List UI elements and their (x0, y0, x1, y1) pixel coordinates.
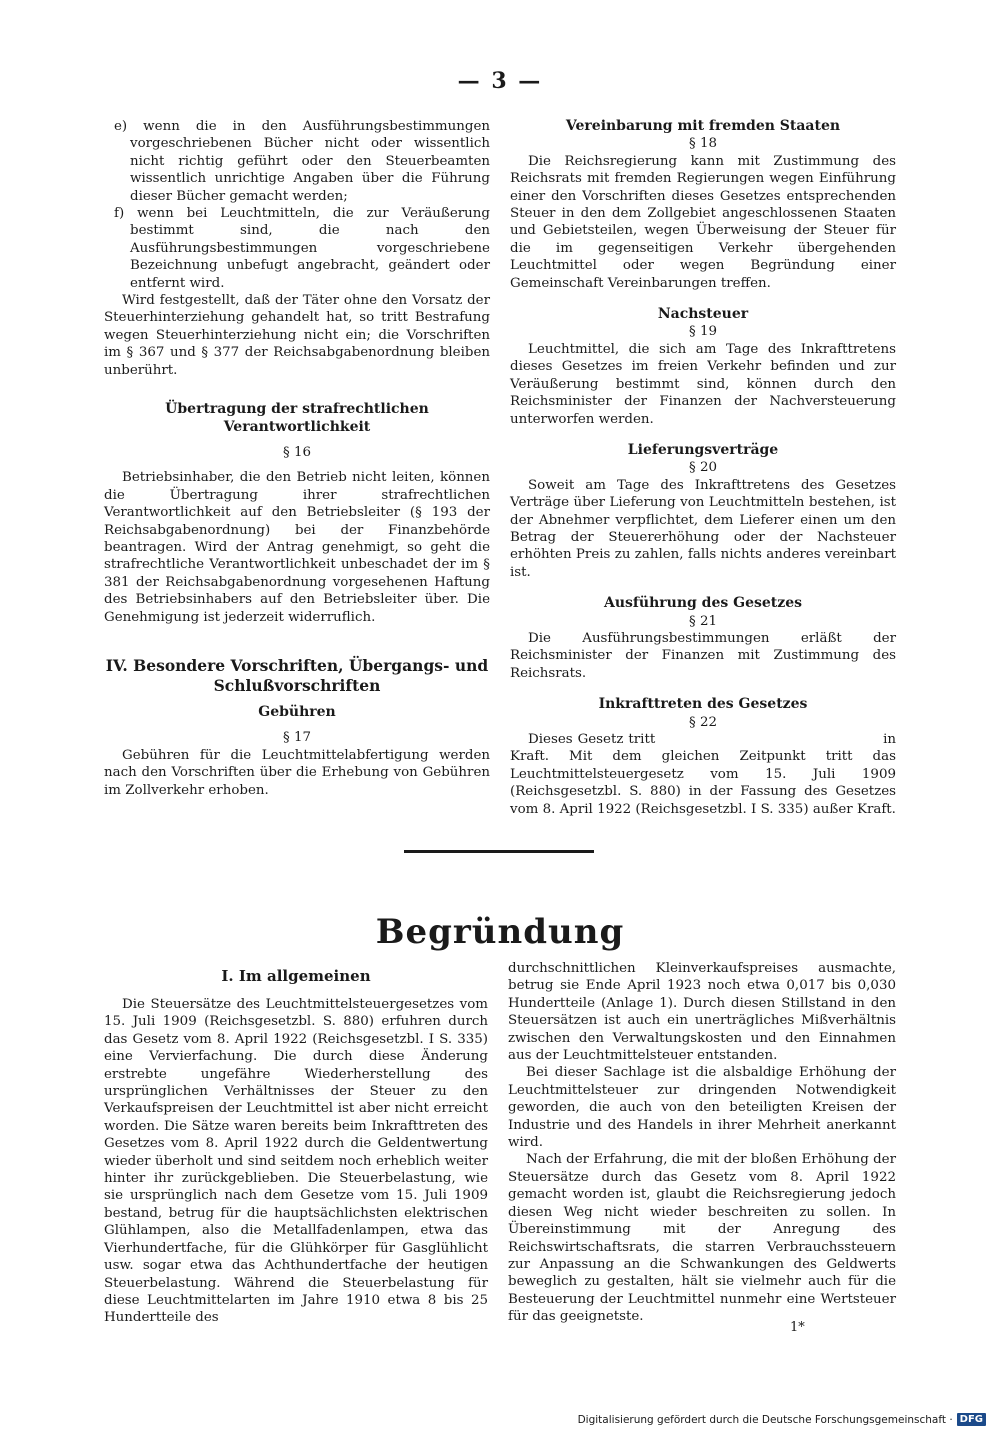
begruendung-right-column (508, 960, 896, 1326)
heading-part-iv-line1: IV. Besondere Vorschriften, Übergangs- und (105, 655, 489, 675)
paragraph-16: Betriebsinhaber, die den Betrieb nicht leiten, können die Übertragung ihrer strafrechtlichen Verantwortlichkeit auf den Betriebsleiter (§ 193 der Reichsabgabenordnung) bei der Finanzbehörde beantragen. Wird der Antrag genehmigt, so geht die strafrechtliche Verantwortlichkeit unbeschadet der im § 381 der Reichsabgabenordnung vorgesehenen Haftung des Betriebsinhabers auf den Betriebsleiter über. Die Genehmigung ist jederzeit widerruflich. (104, 470, 490, 625)
heading-section-21: Ausführung des Gesetzes (603, 595, 802, 612)
paragraph-19: Leuchtmittel, die sich am Tage des Inkrafttretens dieses Gesetzes im freien Verkehr befinden und zur Veräußerung bestimmt sind, können durch den Reichsminister der Finanzen der Nachversteuerung unterworfen werden. (510, 341, 896, 427)
paragraph-17: Gebühren für die Leuchtmittelabfertigung werden nach den Vorschriften über die Erhebung von Gebühren im Zollverkehr erhoben. (104, 747, 490, 798)
list-item-e: e) wenn die in den Ausführungsbestimmungen vorgeschriebenen Bücher nicht oder wissentlich nicht richtig geführt oder den Steuerbeamten wissentlich unrichtige Angaben über die Führung dieser Bücher gemacht werden; (114, 119, 490, 204)
heading-section-16: Übertragung der strafrechtlichen Verantwortlichkeit (165, 401, 429, 435)
section-number-20: § 20 (689, 460, 717, 476)
page-number: — 3 — (457, 68, 543, 94)
section-number-21: § 21 (689, 613, 717, 629)
footer (578, 1413, 986, 1426)
paragraph-18: Die Reichsregierung kann mit Zustimmung des Reichsrats mit fremden Regierungen wegen Einführung einer den Vorschriften dieses Gesetzes entsprechenden Steuer in den dem Zollgebiet angeschlossenen Staaten und Gebietsteilen, wegen Überweisung der Steuer für die im gegenseitigen Verkehr übergehenden Leuchtmittel oder wegen Begründung einer Gemeinschaft Vereinbarungen treffen. (510, 153, 896, 291)
heading-section-20: Lieferungsverträge (627, 441, 779, 458)
section-number-18: § 18 (689, 136, 717, 152)
section-number-19: § 19 (689, 324, 717, 340)
signature-mark: 1* (790, 1320, 805, 1335)
heading-part-iv-line2: Schlußvorschriften (213, 675, 381, 695)
heading-section-18: Vereinbarung mit fremden Staaten (565, 118, 841, 134)
right-column (510, 118, 901, 818)
paragraph-wird: Wird festgestellt, daß der Täter ohne den Vorsatz der Steuerhinterziehung gehandelt hat, so tritt Bestrafung wegen Steuerhinterziehung nicht ein; die Vorschriften im § 367 und § 377 der Reichsabgabenordnung bleiben unberührt. (104, 293, 490, 378)
section-number-22: § 22 (689, 714, 717, 730)
section-number-17: § 17 (283, 730, 311, 746)
section-number-16: § 16 (283, 444, 311, 460)
begruendung-paragraph-1: Die Steuersätze des Leuchtmittelsteuergesetzes vom 15. Juli 1909 (Reichsgesetzbl. S. 880) erfuhren durch das Gesetz vom 8. April 1922 (Reichsgesetzbl. I S. 335) eine Vervierfachung. Die durch diese Änderung erstrebte ungefähre Wiederherstellung des ursprünglichen Verhältnisses der Steuer zu den Verkaufspreisen der Leuchtmittel ist aber nicht erreicht worden. Die Sätze waren bereits beim Inkrafttreten des Gesetzes vom 8. April 1922 durch die Geldentwertung wieder überholt und sind seitdem noch erheblich weiter hinter ihr zurückgeblieben. Die Steuerbelastung, wie sie ursprünglich nach dem Gesetze vom 15. Juli 1909 bestand, betrug für die hauptsächlichsten elektrischen Glühlampen, also die Metallfadenlampen, etwa das Vierhundertfache, für die Glühkörper für Gasglühlicht usw. sogar etwa das Achthundertfache der heutigen Steuerbelastung. Während die Steuerbelastung für diese Leuchtmittelarten im Jahre 1910 etwa 8 bis 25 Hundertteile des (104, 997, 488, 1326)
dfg-logo-icon: DFG (957, 1413, 986, 1426)
begruendung-title: Begründung (375, 912, 625, 952)
heading-section-19: Nachsteuer (657, 306, 749, 323)
section-divider (404, 850, 594, 853)
footer-text: Digitalisierung gefördert durch die Deutsche Forschungsgemeinschaft · (577, 1413, 953, 1426)
begruendung-paragraph-3: Nach der Erfahrung, die mit der bloßen Erhöhung der Steuersätze durch das Gesetz vom 8. April 1922 gemacht worden ist, glaubt die Reichsregierung jedoch diesen Weg nicht wieder beschreiten zu sollen. In Übereinstimmung mit der Anregung des Reichswirtschaftsrats, die starren Verbrauchssteuern zur Anpassung an die Schwankungen des Geldwerts beweglich zu gestalten, hält sie vielmehr auch für die Besteuerung der Leuchtmittel nunmehr eine Wertsteuer für das geeignetste. (508, 1152, 896, 1325)
paragraph-22: Dieses Gesetz tritt in Kraft. Mit dem gleichen Zeitpunkt tritt das Leuchtmittelsteuergesetz vom 15. Juli 1909 (Reichsgesetzbl. S. 880) in der Fassung des Gesetzes vom 8. April 1922 (Reichsgesetzbl. I S. 335) außer Kraft. (510, 732, 901, 817)
begruendung-heading-wrap (104, 968, 488, 985)
paragraph-21: Die Ausführungsbestimmungen erläßt der Reichsminister der Finanzen mit Zustimmung des Reichsrats. (510, 630, 896, 681)
paragraph-20: Soweit am Tage des Inkrafttretens des Gesetzes Verträge über Lieferung von Leuchtmitteln bestehen, ist der Abnehmer verpflichtet, dem Lieferer einen um den Betrag der Steuererhöhung oder der Nachsteuer erhöhten Preis zu zahlen, falls nichts anderes vereinbart ist. (510, 477, 896, 580)
begruendung-left-column (104, 996, 488, 1327)
heading-im-allgemeinen: I. Im allgemeinen (221, 967, 371, 985)
left-column (104, 118, 490, 799)
heading-section-17: Gebühren (258, 703, 336, 720)
list-item-f: f) wenn bei Leuchtmitteln, die zur Veräußerung bestimmt sind, die nach den Ausführungsbestimmungen vorgeschriebene Bezeichnung unbefugt angebracht, geändert oder entfernt wird. (114, 206, 490, 291)
begruendung-paragraph-2: Bei dieser Sachlage ist die alsbaldige Erhöhung der Leuchtmittelsteuer zur dringenden Notwendigkeit geworden, die auch von den beteiligten Kreisen der Industrie und des Handels in ihrer Mehrheit anerkannt wird. (508, 1065, 896, 1151)
begruendung-paragraph-continued: durchschnittlichen Kleinverkaufspreises ausmachte, betrug sie Ende April 1923 noch etwa 0,017 bis 0,030 Hundertteile (Anlage 1). Durch diesen Stillstand in den Steuersätzen ist auch ein unerträgliches Mißverhältnis zwischen den Verwaltungskosten und den Einnahmen aus der Leuchtmittelsteuer entstanden. (508, 961, 896, 1064)
heading-section-22: Inkrafttreten des Gesetzes (598, 696, 808, 713)
